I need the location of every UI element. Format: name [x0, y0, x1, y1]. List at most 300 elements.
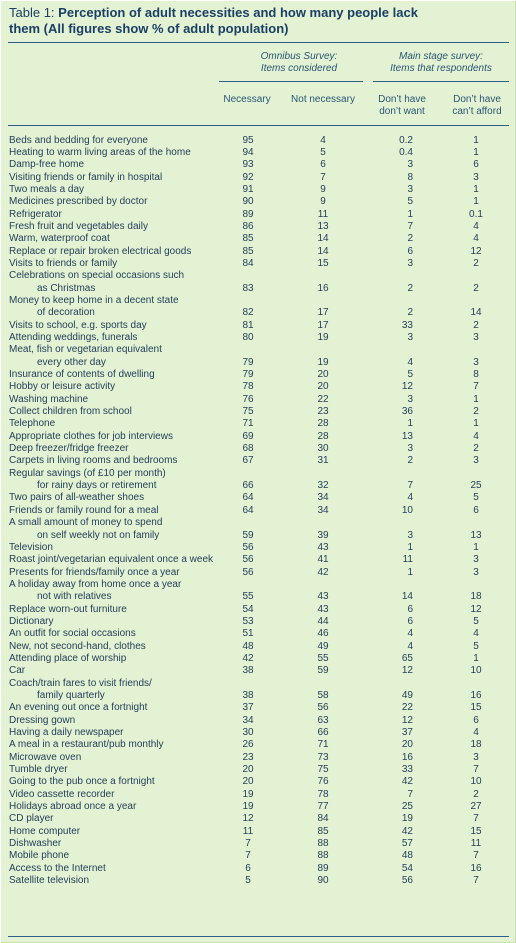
- col-header-dont-want: [367, 94, 437, 118]
- table-body: [1, 134, 515, 887]
- cell-cant-afford: 3: [473, 751, 479, 763]
- item-label: Mobile phone: [9, 850, 70, 862]
- cell-dont-want: 7: [407, 220, 413, 232]
- table-row: [1, 406, 515, 418]
- cell-dont-want: 3: [407, 257, 413, 269]
- cell-necessary: 55: [242, 591, 254, 603]
- cell-cant-afford: 25: [470, 480, 482, 492]
- cell-cant-afford: 4: [473, 220, 479, 232]
- cell-necessary: 56: [242, 541, 254, 553]
- table-row: [1, 257, 515, 269]
- cell-dont-want: 4: [407, 356, 413, 368]
- cell-dont-want: 3: [407, 332, 413, 343]
- cell-necessary: 68: [242, 443, 254, 455]
- cell-necessary: 67: [242, 455, 254, 467]
- cell-not-necessary: 34: [317, 492, 329, 504]
- cell-dont-want: 2: [407, 307, 413, 319]
- table-row: [1, 566, 515, 578]
- omnibus-group-rule: [219, 81, 363, 82]
- mainstage-group-line-2: Items that respondents: [390, 63, 492, 74]
- cell-necessary: 42: [242, 652, 254, 664]
- cell-necessary: 76: [242, 393, 254, 405]
- cell-necessary: 7: [245, 850, 251, 862]
- cell-dont-want: 12: [401, 381, 413, 393]
- cell-not-necessary: 4: [320, 134, 326, 146]
- cell-necessary: 79: [242, 356, 254, 368]
- table-row: [1, 393, 515, 405]
- cell-cant-afford: 1: [473, 183, 479, 195]
- item-label-continued: as Christmas: [37, 282, 96, 294]
- item-label: A small amount of money to spend: [9, 517, 163, 529]
- item-label: Beds and bedding for everyone: [9, 134, 148, 146]
- cell-cant-afford: 4: [473, 233, 479, 245]
- item-label: Fresh fruit and vegetables daily: [9, 220, 148, 232]
- item-label: Tumble dryer: [9, 764, 68, 776]
- cell-dont-want: 16: [401, 751, 413, 763]
- table-row: [1, 369, 515, 381]
- cell-necessary: 75: [242, 406, 254, 418]
- item-label: Microwave oven: [9, 751, 82, 763]
- cell-not-necessary: 76: [317, 776, 329, 788]
- item-label: Dressing gown: [9, 714, 76, 726]
- cell-dont-want: 19: [401, 813, 413, 825]
- cell-not-necessary: 63: [317, 714, 329, 726]
- cell-dont-want: 56: [401, 875, 413, 887]
- cell-dont-want: 1: [407, 418, 413, 430]
- item-label: Two meals a day: [9, 183, 85, 195]
- cell-cant-afford: 5: [473, 615, 479, 627]
- cell-dont-want: 6: [407, 245, 413, 257]
- cell-dont-want: 36: [401, 406, 413, 418]
- cell-not-necessary: 20: [317, 369, 329, 381]
- table-row: [1, 467, 515, 492]
- cell-cant-afford: 1: [473, 652, 479, 664]
- item-label: Appropriate clothes for job interviews: [9, 430, 173, 442]
- cell-necessary: 82: [242, 307, 254, 319]
- cell-necessary: 30: [242, 727, 254, 738]
- item-label: Heating to warm living areas of the home: [9, 146, 191, 158]
- cell-not-necessary: 88: [317, 850, 329, 862]
- cell-necessary: 53: [242, 615, 254, 627]
- cell-dont-want: 2: [407, 233, 413, 245]
- item-label: An outfit for social occasions: [9, 628, 136, 640]
- table-row: [1, 418, 515, 430]
- cell-dont-want: 12: [401, 714, 413, 726]
- cell-cant-afford: 7: [473, 875, 479, 887]
- cell-necessary: 23: [242, 751, 254, 763]
- item-label: Deep freezer/fridge freezer: [9, 443, 129, 455]
- mainstage-group-line-1: Main stage survey:: [399, 51, 483, 62]
- cell-cant-afford: 7: [473, 381, 479, 393]
- cell-cant-afford: 2: [473, 788, 479, 800]
- table-number: Table 1:: [9, 5, 55, 20]
- cell-dont-want: 5: [407, 196, 413, 208]
- cell-cant-afford: 2: [473, 319, 479, 331]
- cell-not-necessary: 42: [317, 566, 329, 578]
- cell-dont-want: 25: [401, 801, 413, 813]
- item-label: Replace worn-out furniture: [9, 603, 127, 615]
- cell-dont-want: 7: [407, 788, 413, 800]
- cell-necessary: 79: [242, 369, 254, 381]
- cell-not-necessary: 43: [317, 591, 329, 603]
- table-row: [1, 294, 515, 319]
- col-header-not-necessary: Not necessary: [291, 94, 355, 105]
- item-label: Having a daily newspaper: [9, 727, 124, 738]
- item-label: Coach/train fares to visit friends/: [9, 677, 152, 689]
- cell-necessary: 20: [242, 776, 254, 788]
- table-row: [1, 862, 515, 874]
- cell-not-necessary: 41: [317, 554, 329, 566]
- bottom-rule: [8, 936, 509, 937]
- cell-cant-afford: 27: [470, 801, 482, 813]
- cell-dont-want: 4: [407, 492, 413, 504]
- item-label: Visits to friends or family: [9, 257, 118, 269]
- table-row: [1, 776, 515, 788]
- table-row: [1, 578, 515, 603]
- cell-necessary: 89: [242, 208, 254, 220]
- cell-necessary: 83: [242, 282, 254, 294]
- cell-necessary: 11: [242, 825, 254, 837]
- item-label: Satellite television: [9, 875, 90, 887]
- cell-dont-want: 3: [407, 159, 413, 171]
- cell-cant-afford: 7: [473, 764, 479, 776]
- cell-dont-want: 3: [407, 393, 413, 405]
- cell-necessary: 51: [242, 628, 254, 640]
- cell-cant-afford: 6: [473, 714, 479, 726]
- cell-necessary: 81: [242, 319, 254, 331]
- cell-necessary: 6: [245, 862, 251, 874]
- cell-not-necessary: 85: [317, 825, 329, 837]
- cell-not-necessary: 59: [317, 665, 329, 677]
- table-row: [1, 344, 515, 369]
- table-row: [1, 640, 515, 652]
- cell-not-necessary: 15: [317, 257, 329, 269]
- table-row: [1, 825, 515, 837]
- table-row: [1, 751, 515, 763]
- table-row: [1, 208, 515, 220]
- col-header-necessary: Necessary: [223, 94, 271, 105]
- table-row: [1, 159, 515, 171]
- cell-necessary: 80: [242, 332, 254, 343]
- cell-not-necessary: 14: [317, 233, 329, 245]
- cell-dont-want: 14: [401, 591, 413, 603]
- cell-cant-afford: 7: [473, 850, 479, 862]
- cell-not-necessary: 78: [317, 788, 329, 800]
- table-row: [1, 134, 515, 146]
- title-rule: [8, 42, 509, 43]
- cell-not-necessary: 22: [317, 393, 329, 405]
- item-label: Washing machine: [9, 393, 89, 405]
- cell-cant-afford: 3: [473, 566, 479, 578]
- cell-not-necessary: 49: [317, 640, 329, 652]
- col-header-cant-afford-line-1: Don’t have: [453, 94, 501, 105]
- item-label-continued: on self weekly not on family: [37, 529, 160, 541]
- item-label: Medicines prescribed by doctor: [9, 196, 148, 208]
- cell-dont-want: 6: [407, 603, 413, 615]
- cell-cant-afford: 10: [470, 776, 482, 788]
- cell-cant-afford: 1: [473, 134, 479, 146]
- cell-dont-want: 4: [407, 628, 413, 640]
- item-label: Holidays abroad once a year: [9, 801, 137, 813]
- cell-not-necessary: 28: [317, 418, 329, 430]
- mainstage-group-rule: [373, 81, 509, 82]
- cell-necessary: 94: [242, 146, 254, 158]
- cell-dont-want: 7: [407, 480, 413, 492]
- table-row: [1, 455, 515, 467]
- table-row: [1, 171, 515, 183]
- cell-cant-afford: 5: [473, 640, 479, 652]
- cell-not-necessary: 34: [317, 504, 329, 516]
- cell-cant-afford: 16: [470, 862, 482, 874]
- omnibus-group-header: [229, 51, 369, 75]
- cell-not-necessary: 7: [320, 171, 326, 183]
- cell-cant-afford: 5: [473, 492, 479, 504]
- cell-dont-want: 37: [401, 727, 413, 738]
- cell-dont-want: 3: [407, 529, 413, 541]
- table-row: [1, 504, 515, 516]
- cell-cant-afford: 15: [470, 825, 482, 837]
- cell-not-necessary: 89: [317, 862, 329, 874]
- item-label: Car: [9, 665, 26, 677]
- cell-necessary: 84: [242, 257, 254, 269]
- cell-not-necessary: 13: [317, 220, 329, 232]
- item-label: Roast joint/vegetarian equivalent once a week: [9, 554, 214, 566]
- table-row: [1, 677, 515, 702]
- cell-cant-afford: 6: [473, 504, 479, 516]
- table-row: [1, 714, 515, 726]
- item-label: Collect children from school: [9, 406, 132, 418]
- item-label: Hobby or leisure activity: [9, 381, 116, 393]
- item-label: Dishwasher: [9, 838, 62, 850]
- cell-necessary: 64: [242, 504, 254, 516]
- cell-dont-want: 13: [401, 430, 413, 442]
- cell-necessary: 59: [242, 529, 254, 541]
- cell-not-necessary: 66: [317, 727, 329, 738]
- cell-not-necessary: 75: [317, 764, 329, 776]
- mainstage-group-header: [371, 51, 511, 75]
- table-row: [1, 838, 515, 850]
- cell-cant-afford: 12: [470, 603, 482, 615]
- table-title: [9, 5, 509, 37]
- item-label: Refrigerator: [9, 208, 62, 220]
- table-row: [1, 554, 515, 566]
- cell-necessary: 69: [242, 430, 254, 442]
- cell-dont-want: 1: [407, 566, 413, 578]
- cell-not-necessary: 20: [317, 381, 329, 393]
- cell-necessary: 7: [245, 838, 251, 850]
- cell-dont-want: 57: [401, 838, 413, 850]
- cell-dont-want: 33: [401, 319, 413, 331]
- cell-necessary: 78: [242, 381, 254, 393]
- table-row: [1, 665, 515, 677]
- cell-not-necessary: 55: [317, 652, 329, 664]
- table-row: [1, 245, 515, 257]
- table-panel: [1, 1, 516, 943]
- cell-not-necessary: 9: [320, 183, 326, 195]
- cell-cant-afford: 3: [473, 356, 479, 368]
- cell-dont-want: 8: [407, 171, 413, 183]
- item-label: Dictionary: [9, 615, 54, 627]
- cell-cant-afford: 3: [473, 554, 479, 566]
- cell-necessary: 12: [242, 813, 254, 825]
- cell-not-necessary: 31: [317, 455, 329, 467]
- item-label-continued: not with relatives: [37, 591, 112, 603]
- col-header-dont-want-line-2: don’t want: [379, 106, 425, 117]
- cell-cant-afford: 18: [470, 591, 482, 603]
- cell-necessary: 19: [242, 801, 254, 813]
- cell-dont-want: 48: [401, 850, 413, 862]
- cell-not-necessary: 28: [317, 430, 329, 442]
- cell-necessary: 93: [242, 159, 254, 171]
- item-label: Access to the Internet: [9, 862, 106, 874]
- item-label: A holiday away from home once a year: [9, 578, 182, 590]
- table-row: [1, 183, 515, 195]
- cell-necessary: 56: [242, 566, 254, 578]
- cell-cant-afford: 18: [470, 739, 482, 751]
- cell-cant-afford: 14: [470, 307, 482, 319]
- table-row: [1, 381, 515, 393]
- cell-dont-want: 42: [401, 776, 413, 788]
- table-row: [1, 813, 515, 825]
- table-row: [1, 615, 515, 627]
- table-row: [1, 430, 515, 442]
- table-row: [1, 652, 515, 664]
- item-label: Television: [9, 541, 53, 553]
- cell-dont-want: 5: [407, 369, 413, 381]
- cell-necessary: 95: [242, 134, 254, 146]
- header-rule: [8, 125, 509, 126]
- item-label: An evening out once a fortnight: [9, 702, 148, 714]
- cell-cant-afford: 7: [473, 813, 479, 825]
- cell-not-necessary: 43: [317, 541, 329, 553]
- item-label: Celebrations on special occasions such: [9, 270, 185, 282]
- item-label: New, not second-hand, clothes: [9, 640, 146, 652]
- cell-necessary: 20: [242, 764, 254, 776]
- omnibus-group-line-1: Omnibus Survey:: [260, 51, 338, 62]
- cell-dont-want: 20: [401, 739, 413, 751]
- col-header-dont-want-line-1: Don’t have: [378, 94, 426, 105]
- cell-not-necessary: 6: [320, 159, 326, 171]
- cell-dont-want: 65: [401, 652, 413, 664]
- cell-necessary: 64: [242, 492, 254, 504]
- cell-necessary: 86: [242, 220, 254, 232]
- cell-cant-afford: 2: [473, 282, 479, 294]
- table-row: [1, 628, 515, 640]
- cell-cant-afford: 6: [473, 159, 479, 171]
- table-row: [1, 801, 515, 813]
- cell-dont-want: 1: [407, 208, 413, 220]
- item-label-continued: of decoration: [37, 307, 95, 319]
- cell-not-necessary: 46: [317, 628, 329, 640]
- cell-dont-want: 0.2: [399, 134, 413, 146]
- cell-dont-want: 6: [407, 615, 413, 627]
- item-label: Presents for friends/family once a year: [9, 566, 180, 578]
- item-label: Money to keep home in a decent state: [9, 294, 179, 306]
- cell-necessary: 37: [242, 702, 254, 714]
- cell-necessary: 56: [242, 554, 254, 566]
- cell-cant-afford: 15: [470, 702, 482, 714]
- cell-necessary: 85: [242, 245, 254, 257]
- table-row: [1, 196, 515, 208]
- cell-dont-want: 42: [401, 825, 413, 837]
- table-row: [1, 541, 515, 553]
- item-label-continued: every other day: [37, 356, 106, 368]
- cell-not-necessary: 5: [320, 146, 326, 158]
- cell-dont-want: 1: [407, 541, 413, 553]
- cell-dont-want: 11: [402, 554, 413, 566]
- cell-dont-want: 3: [407, 183, 413, 195]
- cell-not-necessary: 23: [317, 406, 329, 418]
- item-label: CD player: [9, 813, 54, 825]
- cell-not-necessary: 32: [317, 480, 329, 492]
- cell-necessary: 38: [242, 689, 254, 701]
- cell-not-necessary: 84: [317, 813, 329, 825]
- cell-cant-afford: 16: [470, 689, 482, 701]
- cell-dont-want: 0.4: [399, 146, 413, 158]
- item-label: Attending place of worship: [9, 652, 127, 664]
- item-label: Insurance of contents of dwelling: [9, 369, 155, 381]
- cell-not-necessary: 11: [317, 208, 329, 220]
- cell-necessary: 90: [242, 196, 254, 208]
- cell-dont-want: 22: [401, 702, 413, 714]
- cell-dont-want: 2: [407, 455, 413, 467]
- cell-necessary: 54: [242, 603, 254, 615]
- item-label: Regular savings (of £10 per month): [9, 467, 166, 479]
- table-row: [1, 603, 515, 615]
- item-label-continued: family quarterly: [37, 689, 105, 701]
- cell-necessary: 66: [242, 480, 254, 492]
- item-label: Visits to school, e.g. sports day: [9, 319, 147, 331]
- table-row: [1, 739, 515, 751]
- cell-cant-afford: 11: [470, 838, 482, 850]
- cell-necessary: 34: [242, 714, 254, 726]
- cell-necessary: 19: [242, 788, 254, 800]
- cell-dont-want: 10: [401, 504, 413, 516]
- item-label: Two pairs of all-weather shoes: [9, 492, 145, 504]
- table-row: [1, 233, 515, 245]
- cell-not-necessary: 56: [317, 702, 329, 714]
- cell-not-necessary: 77: [317, 801, 329, 813]
- cell-dont-want: 3: [407, 443, 413, 455]
- table-row: [1, 443, 515, 455]
- cell-not-necessary: 19: [317, 332, 329, 343]
- cell-necessary: 91: [242, 183, 254, 195]
- cell-dont-want: 2: [407, 282, 413, 294]
- cell-cant-afford: 3: [473, 455, 479, 467]
- cell-dont-want: 49: [401, 689, 413, 701]
- item-label: A meal in a restaurant/pub monthly: [9, 739, 164, 751]
- cell-cant-afford: 12: [470, 245, 482, 257]
- cell-not-necessary: 17: [317, 319, 329, 331]
- table-row: [1, 146, 515, 158]
- item-label: Meat, fish or vegetarian equivalent: [9, 344, 162, 356]
- cell-cant-afford: 1: [473, 196, 479, 208]
- cell-cant-afford: 3: [473, 171, 479, 183]
- cell-dont-want: 4: [407, 640, 413, 652]
- cell-not-necessary: 43: [317, 603, 329, 615]
- cell-not-necessary: 90: [317, 875, 329, 887]
- cell-not-necessary: 73: [317, 751, 329, 763]
- cell-cant-afford: 4: [473, 628, 479, 640]
- cell-necessary: 48: [242, 640, 254, 652]
- cell-cant-afford: 2: [473, 443, 479, 455]
- item-label: Going to the pub once a fortnight: [9, 776, 155, 788]
- item-label: Friends or family round for a meal: [9, 504, 159, 516]
- item-label: Attending weddings, funerals: [9, 332, 138, 343]
- omnibus-group-line-2: Items considered: [260, 63, 338, 74]
- cell-necessary: 92: [242, 171, 254, 183]
- cell-necessary: 5: [245, 875, 251, 887]
